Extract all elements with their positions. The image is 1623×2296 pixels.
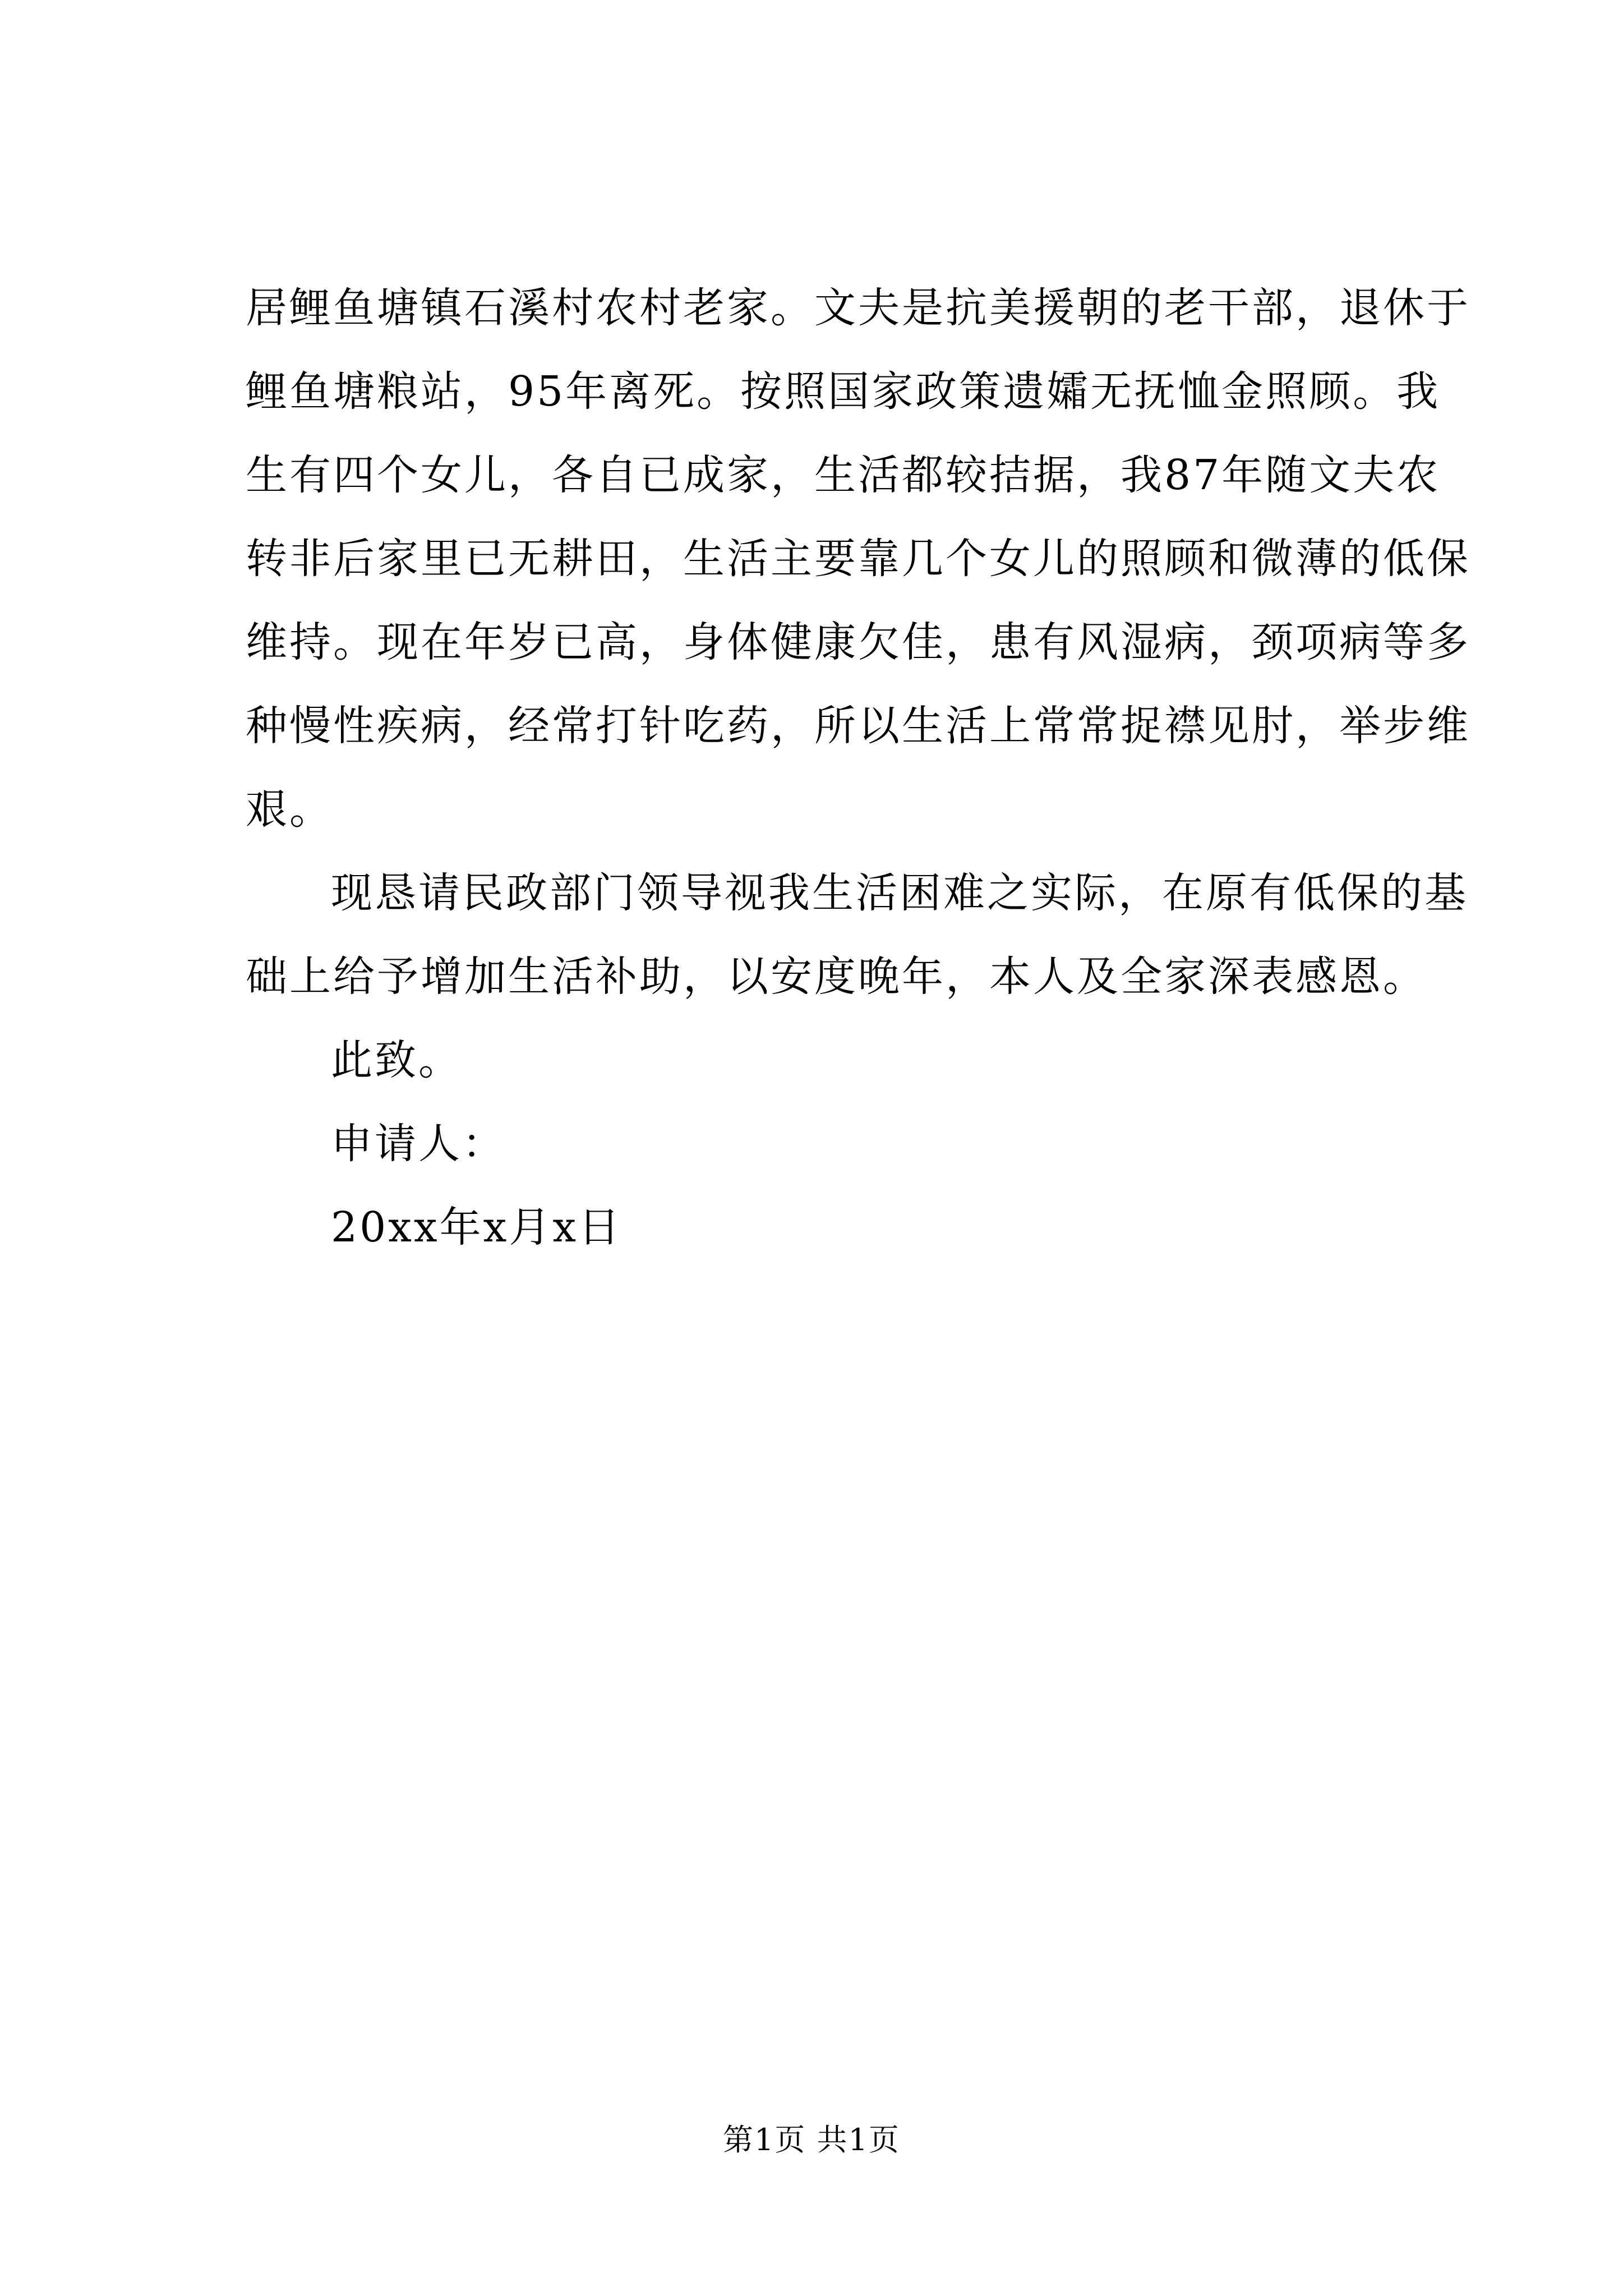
text-line: 种慢性疾病，经常打针吃药，所以生活上常常捉襟见肘，举步维 — [246, 702, 1470, 750]
text-line: 转非后家里已无耕田，生活主要靠几个女儿的照顾和微薄的低保 — [246, 535, 1470, 583]
letter-body — [246, 266, 1470, 1269]
text-line: 维持。现在年岁已高，身体健康欠佳，患有风湿病，颈项病等多 — [246, 618, 1470, 666]
text-line: 生有四个女儿，各自已成家，生活都较拮据，我87年随文夫农 — [246, 451, 1441, 499]
page-number-footer: 第1页 共1页 — [723, 2122, 900, 2157]
text-line: 居鲤鱼塘镇石溪村农村老家。文夫是抗美援朝的老干部，退休于 — [246, 284, 1470, 332]
applicant-label: 申请人： — [331, 1120, 506, 1168]
closing-salutation: 此致。 — [331, 1036, 462, 1084]
text-line: 艰。 — [246, 785, 333, 834]
text-line: 础上给予增加生活补助，以安度晚年，本人及全家深表感恩。 — [246, 953, 1427, 1001]
letter-date: 20xx年x月x日 — [331, 1203, 623, 1251]
text-line: 鲤鱼塘粮站，95年离死。按照国家政策遗孀无抚恤金照顾。我 — [246, 367, 1441, 416]
text-line: 现恳请民政部门领导视我生活困难之实际，在原有低保的基 — [331, 869, 1468, 917]
